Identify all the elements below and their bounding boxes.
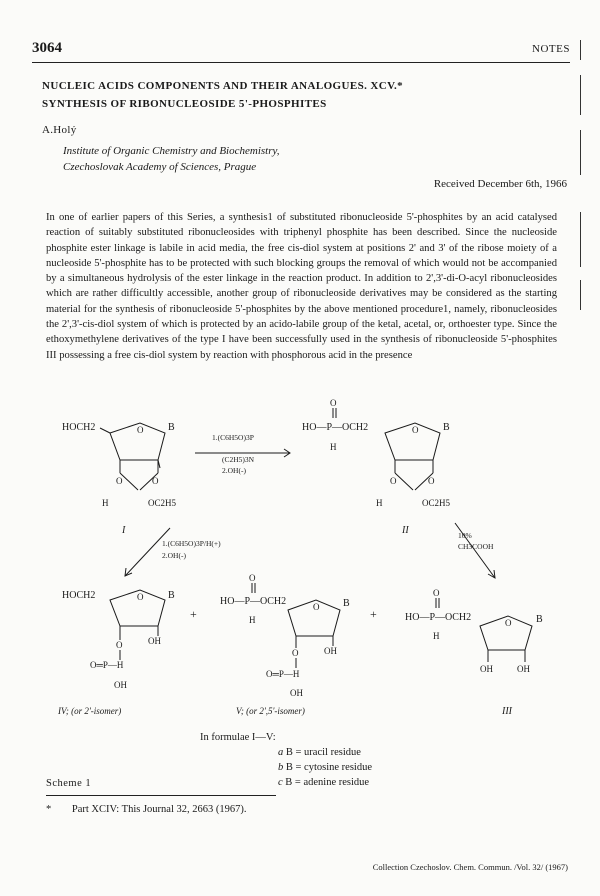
compound-V-oh: OH [324, 646, 337, 656]
compound-V-h: H [249, 615, 256, 625]
compound-label-III: III [502, 706, 512, 717]
compound-I-ring-o: O [137, 425, 144, 435]
compound-label-V: V; (or 2',5'-isomer) [236, 706, 305, 716]
reaction-scheme [40, 378, 560, 738]
affiliation-line1: Institute of Organic Chemistry and Biochemistry, [63, 145, 280, 157]
legend-text: B = cytosine residue [285, 762, 372, 773]
compound-IV-oh: OH [148, 636, 161, 646]
body-paragraph [46, 210, 557, 363]
legend-letter: b [278, 762, 284, 773]
compound-V-o: O [292, 648, 299, 658]
page-number: 3064 [32, 40, 62, 56]
compound-II-ring-o: O [412, 425, 419, 435]
margin-bar [580, 75, 581, 115]
margin-bar [580, 212, 581, 267]
legend-letter: c [278, 777, 283, 788]
body-paragraph-text: In one of earlier papers of this Series, a synthesis1 of substituted ribonucleoside 5'-phosphites by an acid catalysed reaction of suitably substituted ribonucleosides with triphenyl phosphite has been described. Since the nucleoside phosphite ester linkage is labile in acid media, the free cis-diol system at positions 2' and 3' of the ribose moiety of a nucleoside 5'-phosphite has to be protected with such blocking groups the removal of which would not be accompanied by a simultaneous hydrolysis of the ester linkage in the reaction product. In addition to 2',3'-di-O-acyl ribonucleosides which are rather difficultly accessible, another group of ribonucleoside derivatives may be considered as the starting material for the synthesis of ribonucleoside 5'-phosphites by the above mentioned procedure1, namely, ribonucleosides the 2',3'-cis-diol system of which is protected by an acido-labile group of the ketal, acetal, or, orthoester type. Since the ethoxymethylene derivatives of the type I have been successfully used in the synthesis of ribonucleoside 5'-phosphites III possessing a free cis-diol system by reaction with phosphorous acid in the presence [46, 212, 557, 361]
journal-footer: Collection Czechoslov. Chem. Commun. /Vol. 32/ (1967) [372, 862, 568, 872]
article-title-line2: SYNTHESIS OF RIBONUCLEOSIDE 5'-PHOSPHITES [42, 98, 327, 110]
compound-IV-ring-o: O [137, 592, 144, 602]
compound-III-h: H [433, 631, 440, 641]
compound-II-h: H [330, 442, 337, 452]
compound-II-base: B [443, 422, 450, 433]
compound-III-base: B [536, 614, 543, 625]
compound-label-IV: IV; (or 2'-isomer) [58, 706, 122, 716]
compound-V-ring-o: O [313, 602, 320, 612]
reagent-top-2: (C2H5)3N [222, 455, 255, 464]
footnote-mark: * [46, 804, 52, 815]
legend-text: B = adenine residue [285, 777, 370, 788]
plus-sign-2: + [370, 607, 377, 621]
compound-II-oc2h5: OC2H5 [422, 498, 451, 508]
legend-text: B = uracil residue [285, 747, 361, 758]
compound-label-I: I [122, 525, 126, 536]
scheme-label: Scheme 1 [46, 778, 92, 789]
footnote-rule [46, 795, 276, 796]
legend-intro: In formulae I—V: [200, 732, 276, 743]
compound-I-o1: O [116, 476, 123, 486]
compound-I-oc2h5: OC2H5 [148, 498, 177, 508]
legend-row [200, 775, 372, 790]
compound-I-hoch2: HOCH2 [62, 422, 96, 433]
footnote [46, 804, 246, 815]
margin-bar [580, 280, 581, 310]
compound-IV-hoch2: HOCH2 [62, 590, 96, 601]
affiliation-line2: Czechoslovak Academy of Sciences, Prague [63, 161, 257, 173]
compound-III-hop-och2: HO—P—OCH2 [405, 612, 472, 623]
compound-I-base: B [168, 422, 175, 433]
compound-III-phosphoryl-o: O [433, 588, 440, 598]
compound-IV-oph: O═P—H [90, 660, 124, 670]
compound-II-o1: O [390, 476, 397, 486]
compound-II-structure [333, 408, 440, 490]
compound-label-II: II [402, 525, 409, 536]
compound-III-oh2: OH [517, 664, 530, 674]
plus-sign-1: + [190, 607, 197, 621]
reagent-diag-right-2: CH3COOH [458, 542, 494, 551]
compound-II-phosphoryl-o: O [330, 398, 337, 408]
header-rule [32, 62, 570, 63]
legend-letter: a [278, 747, 284, 758]
compound-V-oh2: OH [290, 688, 303, 698]
margin-bar [580, 130, 581, 175]
compound-III-ring-o: O [505, 618, 512, 628]
compound-III-oh1: OH [480, 664, 493, 674]
affiliation [63, 143, 280, 175]
footnote-text: Part XCIV: This Journal 32, 2663 (1967). [71, 804, 247, 815]
compound-IV-o: O [116, 640, 123, 650]
compound-II-hop-och2: HO—P—OCH2 [302, 422, 369, 433]
compound-V-hop-och2: HO—P—OCH2 [220, 596, 287, 607]
legend-row [200, 760, 372, 775]
reagent-top-1: 1.(C6H5O)3P [212, 433, 254, 442]
compound-IV-oh2: OH [114, 680, 127, 690]
legend-row [200, 745, 372, 760]
reagent-diag-left-2: 2.OH(-) [162, 551, 186, 560]
compound-I-h: H [102, 498, 109, 508]
reagent-top-3: 2.OH(-) [222, 466, 246, 475]
margin-bar [580, 40, 581, 60]
reagent-diag-left-1: 1.(C6H5O)3P/H(+) [162, 539, 221, 548]
author-name: A.Holý [42, 124, 77, 136]
compound-II-o2: O [428, 476, 435, 486]
reagent-diag-right-1: 10% [458, 531, 472, 540]
compound-V-phosphoryl-o: O [249, 573, 256, 583]
received-date: Received December 6th, 1966 [433, 178, 567, 190]
formula-legend [200, 730, 372, 790]
compound-IV-base: B [168, 590, 175, 601]
compound-V-oph: O═P—H [266, 669, 300, 679]
compound-III-structure [436, 598, 532, 662]
compound-II-h2: H [376, 498, 383, 508]
compound-I-o2: O [152, 476, 159, 486]
article-title-line1: NUCLEIC ACIDS COMPONENTS AND THEIR ANALOGUES. XCV.* [42, 80, 404, 92]
section-heading: NOTES [532, 43, 570, 55]
compound-V-base: B [343, 598, 350, 609]
